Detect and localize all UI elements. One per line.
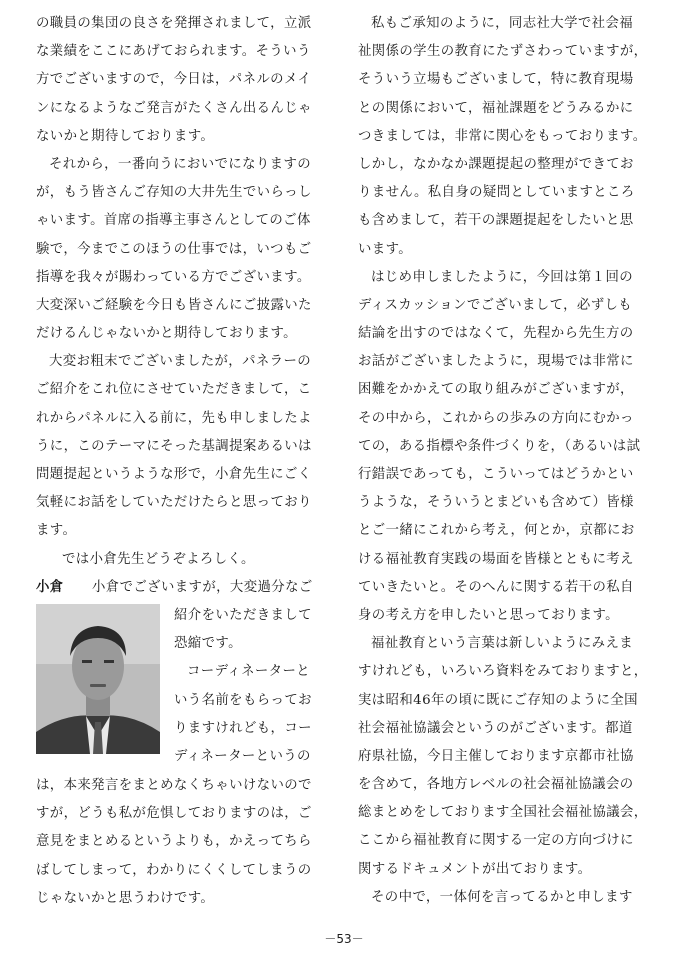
text-line: 気軽にお話をしていただけたらと思っており bbox=[36, 495, 312, 511]
text-line: ます。 bbox=[36, 523, 77, 539]
text-line: 困難をかかえての取り組みがございますが， bbox=[358, 382, 634, 398]
text-line: ないかと期待しております。 bbox=[36, 128, 215, 144]
text-line: も含めまして，若干の課題提起をしたいと思 bbox=[358, 213, 634, 229]
right-para1 bbox=[358, 10, 654, 264]
text-line: 意見をまとめるというよりも，かえってちら bbox=[36, 834, 312, 850]
text-line: 方でございますので，今日は，パネルのメイ bbox=[36, 72, 312, 88]
text-line: その中で，一体何を言ってるかと申します bbox=[371, 889, 633, 905]
text-line: ディスカッションでございまして，必ずしも bbox=[358, 297, 633, 313]
text-line: 小倉でございますが，大変過分なご bbox=[92, 579, 313, 595]
text-line: ここから福祉教育に関する一定の方向づけに bbox=[358, 833, 634, 849]
right-para3 bbox=[358, 630, 654, 884]
text-line: うような，そういうとまどいも含めて）皆様 bbox=[358, 495, 634, 511]
text-line: ご紹介をこれ位にさせていただきまして，こ bbox=[36, 382, 312, 398]
text-line: が，もう皆さんご存知の大井先生でいらっし bbox=[36, 185, 312, 201]
text-line: います。 bbox=[358, 241, 413, 257]
text-line: ての，ある指標や条件づくりを，（あるいは試 bbox=[358, 438, 641, 454]
text-line: では小倉先生どうぞよろしく。 bbox=[62, 551, 255, 567]
text-line: な業績をここにあげておられます。そういう bbox=[36, 44, 311, 60]
text-line: 行錯誤であっても，こういってはどうかとい bbox=[358, 467, 634, 482]
right-column bbox=[358, 10, 654, 912]
text-line: 社会福祉協議会というのがございます。都道 bbox=[358, 720, 633, 736]
text-line: すが，どうも私が危惧しておりますのは，ご bbox=[36, 806, 312, 822]
text-line: 身の考え方を申したいと思っております。 bbox=[358, 607, 619, 623]
text-line: 大変お粗末でございましたが，パネラーの bbox=[49, 354, 312, 370]
text-line: 指導を我々が賜わっている方でございます。 bbox=[36, 269, 311, 285]
text-line: その中から，これからの歩みの方向にむかっ bbox=[358, 410, 634, 426]
text-line: うに，このテーマにそった基調提案あるいは bbox=[36, 438, 312, 454]
text-line: ディネーターというの bbox=[174, 748, 311, 764]
text-line: それから，一番向うにおいでになりますの bbox=[49, 156, 312, 172]
right-para2 bbox=[358, 264, 654, 630]
speaker-name: 小倉 bbox=[36, 579, 64, 595]
left-para2 bbox=[36, 151, 332, 348]
float-text bbox=[174, 602, 312, 771]
text-line: 総まとめをしております全国社会福祉協議会， bbox=[358, 805, 648, 821]
text-line: だけるんじゃないかと期待しております。 bbox=[36, 326, 297, 342]
text-line: そういう立場もございまして，特に教育現場 bbox=[358, 72, 634, 88]
text-line: 祉関係の学生の教育にたずさわっていますが， bbox=[358, 44, 648, 60]
portrait-image bbox=[36, 604, 160, 754]
text-line: じゃないかと思うわけです。 bbox=[36, 890, 215, 906]
text-line: れからパネルに入る前に，先も申しましたよ bbox=[36, 410, 312, 426]
text-line: りますけれども，コー bbox=[174, 720, 312, 736]
text-line: 福祉教育という言葉は新しいようにみえま bbox=[371, 636, 634, 652]
text-line: 恐縮です。 bbox=[174, 636, 242, 652]
left-para5 bbox=[36, 772, 332, 913]
text-line: 問題提起というような形で，小倉先生にごく bbox=[36, 467, 312, 482]
left-para1 bbox=[36, 10, 332, 151]
text-line: 紹介をいただきまして bbox=[174, 607, 312, 623]
text-line: ける福祉教育実践の場面を皆様とともに考え bbox=[358, 551, 634, 567]
text-line: 私もご承知のように，同志社大学で社会福 bbox=[371, 16, 634, 31]
text-line: ていきたいと。そのへんに関する若干の私自 bbox=[358, 579, 634, 595]
left-column bbox=[36, 10, 332, 913]
text-line: の職員の集団の良さを発揮されまして，立派 bbox=[36, 16, 312, 31]
text-line: は，本来発言をまとめなくちゃいけないので bbox=[36, 777, 312, 793]
text-line: ばしてしまって，わかりにくくしてしまうの bbox=[36, 862, 312, 878]
text-line: との関係において，福祉課題をどうみるかに bbox=[358, 100, 634, 116]
text-line: いう名前をもらってお bbox=[174, 692, 312, 708]
text-line: はじめ申しましたように，今回は第１回の bbox=[371, 269, 634, 285]
text-line: 実は昭和46年の頃に既にご存知のように全国 bbox=[358, 692, 638, 708]
text-line: ゃいます。首席の指導主事さんとしてのご体 bbox=[36, 213, 311, 229]
text-line: 大変深いご経験を今日も皆さんにご披露いた bbox=[36, 297, 312, 313]
text-line: お話がございましたように，現場では非常に bbox=[358, 354, 634, 370]
text-line: すけれども，いろいろ資料をみておりますと， bbox=[358, 664, 648, 680]
photo-block bbox=[36, 602, 332, 772]
page-number: －53－ bbox=[324, 932, 364, 946]
text-line: りません。私自身の疑問としていますところ bbox=[358, 185, 635, 201]
left-para3 bbox=[36, 348, 332, 545]
text-line: コーディネーターと bbox=[187, 664, 311, 680]
text-line: を含めて，各地方レベルの社会福祉協議会の bbox=[358, 777, 634, 793]
text-line: 関するドキュメントが出ております。 bbox=[358, 861, 592, 877]
text-line: つきましては，非常に関心をもっております。 bbox=[358, 128, 647, 144]
text-line: 験で，今までこのほうの仕事では，いつもご bbox=[36, 241, 312, 257]
text-line: ンになるようなご発言がたくさん出るんじゃ bbox=[36, 100, 312, 116]
text-line: とご一緒にこれから考え，何とか，京都にお bbox=[358, 523, 635, 539]
text-line: 府県社協，今日主催しております京都市社協 bbox=[358, 748, 634, 764]
speaker-line bbox=[36, 574, 332, 602]
text-line: しかし，なかなか課題提起の整理ができてお bbox=[358, 156, 634, 172]
speaker-photo bbox=[36, 604, 160, 754]
text-line: 結論を出すのではなくて，先程から先生方の bbox=[358, 326, 634, 342]
